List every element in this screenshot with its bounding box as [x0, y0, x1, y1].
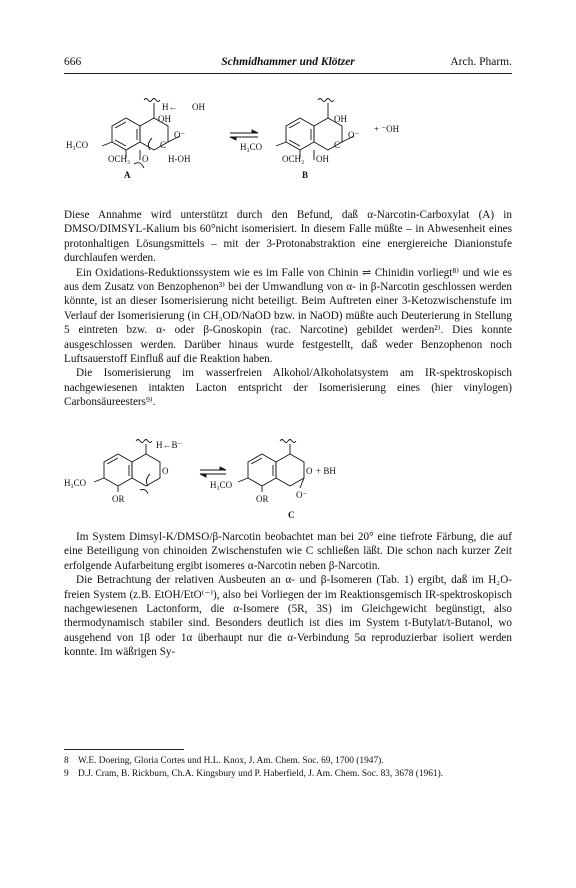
c-o1: O: [162, 466, 169, 476]
page-number: 666: [64, 56, 82, 68]
c-h3co1: H₃CO: [64, 478, 87, 488]
scheme-a-b: [64, 88, 512, 188]
b-och3: OCH₃: [282, 154, 305, 164]
paragraph-2: Ein Oxidations-Reduktionssystem wie es im Falle von Chinin ⇌ Chinidin vorliegt⁸⁾ und wie es aus dem Zusatz von Benzophenon³⁾ bei der Umwandlung von α- in β-Narcotin geschlossen werden könnte, ist an dieser Isomerisierung nicht beteiligt. Beim Auftreten einer 3-Ketozwischenstufe im Verlauf der Isomerisierung (in CH₃OD/NaOD bzw. in NaOD) müßte auch Deuterierung in Stellung 5 eintreten bzw. α- oder β-Gnoskopin (rac. Narcotine) gebildet werden²⁾. Dies konnte ausgeschlossen werden. Darüber hinaus wurde festgestellt, daß weder Benzophenon noch Luftsauerstoff Einfluß auf die Reaktion haben.: [64, 266, 512, 366]
footnote-text: D.J. Cram, B. Rickburn, Ch.A. Kingsbury und P. Haberfield, J. Am. Chem. Soc. 83, 3678 (1961).: [78, 768, 444, 779]
wavy-bond-b: [318, 99, 334, 102]
page-header: [64, 56, 512, 74]
c-h3co2: H₃CO: [210, 480, 233, 490]
reaction-scheme-c: [64, 434, 512, 520]
structure-c-right: [238, 440, 304, 493]
a-o: O: [142, 154, 149, 164]
a-h3co: H₃CO: [66, 140, 89, 150]
b-oh: OH: [334, 114, 347, 124]
b-plus-oh: + ⁻OH: [374, 124, 400, 134]
footnote-number: 9: [64, 768, 69, 779]
c-plus-bh: + BH: [316, 466, 336, 476]
a-och3: OCH₃: [108, 154, 131, 164]
label-c: C: [288, 510, 295, 520]
footnotes: [64, 755, 512, 780]
reaction-scheme-a-b: [64, 88, 512, 188]
header-rule: [64, 73, 512, 74]
footnote-8: [64, 755, 512, 768]
wavy-bond-c1: [136, 440, 152, 443]
footnote-9: [64, 768, 512, 781]
paragraph-5: Die Betrachtung der relativen Ausbeuten an α- und β-Isomeren (Tab. 1) ergibt, daß im H₂O-freien System (z.B. EtOH/EtO⁽⁻⁾), also bei Vorliegen der im Reaktionsgemisch IR-spektroskopisch nachgewiesenen Lactonform, die α-Isomere (5R, 3S) im Gleichgewicht begünstigt, also thermodynamisch stabiler sind. Besonders deutlich ist dies im System t-Butylat/t-Butanol, wo ausgehend von 1β oder 1α überhaupt nur die α-Verbindung 5α reproduzierbar isoliert werden konnte. Im wäßrigen Sy-: [64, 574, 512, 659]
a-c: C: [160, 140, 167, 150]
ring-c-right2: [276, 454, 304, 486]
footnote-rule: [64, 749, 184, 750]
footnote-text: W.E. Doering, Gloria Cortes und H.L. Knox, J. Am. Chem. Soc. 69, 1700 (1947).: [78, 756, 384, 766]
label-b: B: [302, 170, 309, 180]
running-authors: Schmidhammer und Klötzer: [221, 56, 355, 68]
a-hoh: H-OH: [168, 154, 191, 164]
equilibrium-arrow-2: [200, 467, 226, 477]
benzene-ring-a: [112, 118, 140, 150]
structure-b: [276, 99, 354, 161]
paragraph-4: Im System Dimsyl-K/DMSO/β-Narcotin beobachtet man bei 20° eine tiefrote Färbung, die auf eine Beteiligung von chinoiden Zwischenstufen wie C schließen läßt. Die schon nach kurzer Zeit erfolgende Aufarbeitung ergibt isomeres α-Narcotin neben β-Narcotin.: [64, 531, 512, 572]
a-h-arrow: H←: [162, 102, 178, 112]
body-text-2: [64, 530, 512, 660]
label-a: A: [124, 170, 131, 180]
benzene-ring-b: [286, 118, 314, 150]
c-o-minus: O⁻: [296, 490, 308, 500]
b-c: C: [334, 140, 341, 150]
a-oh: OH: [158, 114, 171, 124]
paragraph-3: Die Isomerisierung im wasserfreien Alkohol/Alkoholatsystem am IR-spektroskopisch nachgewiesenen intakten Lacton entspricht der Isomerisierung eines (hier vinylogen) Carbonsäureesters⁹⁾.: [64, 367, 512, 409]
b-oh2: OH: [316, 154, 329, 164]
ring-c-right: [248, 454, 276, 486]
scheme-c: [64, 434, 512, 520]
c-or1: OR: [112, 494, 125, 504]
footnote-number: 8: [64, 756, 69, 766]
b-h3co: H₃CO: [240, 142, 263, 152]
a-o-minus: O⁻: [174, 130, 186, 140]
c-o2: O: [306, 466, 313, 476]
body-text-1: [64, 208, 512, 410]
structure-c-left: [94, 440, 160, 495]
equilibrium-arrow-1: [230, 130, 258, 140]
b-o-minus: O⁻: [348, 130, 360, 140]
paragraph-1: Diese Annahme wird unterstützt durch den Befund, daß α-Narcotin-Carboxylat (A) in DMSO/DIMSYL-Kalium bis 60°nicht isomerisiert. In diesem Falle müßte – in Abwesenheit eines protonhaltigen Lösungsmittels – mit der 3-Protonabstraktion eine energiereiche Dianionstufe durchlaufen werden.: [64, 209, 512, 265]
a-oh-top: OH: [192, 102, 205, 112]
c-h-b: H←B⁻: [156, 440, 183, 450]
c-or2: OR: [256, 494, 269, 504]
journal-name: Arch. Pharm.: [450, 56, 512, 68]
wavy-bond-a: [144, 99, 160, 102]
ring-c-left: [104, 454, 132, 486]
wavy-bond-c2: [280, 440, 296, 443]
